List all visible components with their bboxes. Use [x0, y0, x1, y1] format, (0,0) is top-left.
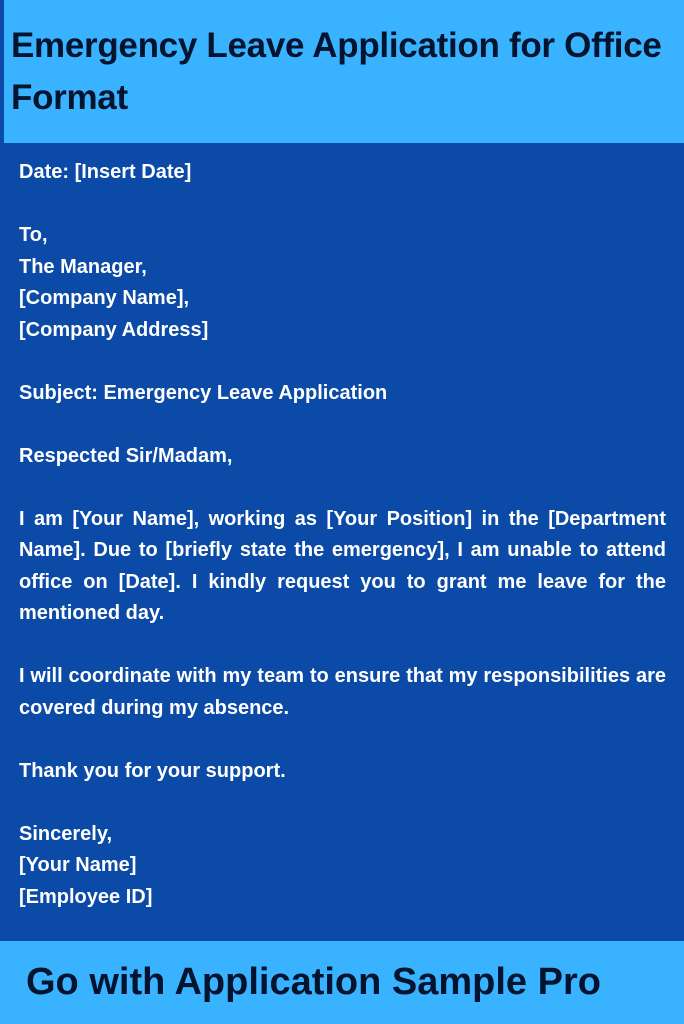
salutation-line: Respected Sir/Madam, — [19, 444, 233, 467]
thanks-line: Thank you for your support. — [19, 759, 286, 782]
body-paragraph-2: I will coordinate with my team to ensure that my responsibilities are covered during my absence. — [19, 665, 666, 719]
letter-panel — [0, 143, 684, 941]
footer-banner — [0, 941, 684, 1024]
to-line: To, — [19, 224, 48, 246]
spacer — [19, 346, 666, 378]
employee-id-line: [Employee ID] — [19, 885, 153, 908]
subject-line: Subject: Emergency Leave Application — [19, 381, 388, 404]
spacer — [19, 724, 666, 756]
company-address-line: [Company Address] — [19, 318, 209, 341]
signature-name-line: [Your Name] — [19, 854, 137, 876]
letter-content — [19, 157, 666, 913]
footer-brand-text: Go with Application Sample Pro — [26, 961, 601, 1003]
header-banner — [0, 0, 684, 143]
body-paragraph-1: I am [Your Name], working as [Your Position] in the [Department Name]. Due to [briefly state the emergency], I am unable to attend office on [Date]. I kindly request you to grant me leave for the mentioned day. — [19, 507, 666, 624]
company-name-line: [Company Name], — [19, 287, 190, 309]
spacer — [19, 472, 666, 504]
spacer — [19, 189, 666, 221]
date-line: Date: [Insert Date] — [19, 161, 192, 183]
spacer — [19, 630, 666, 662]
spacer — [19, 409, 666, 441]
recipient-line: The Manager, — [19, 255, 147, 278]
spacer — [19, 787, 666, 819]
page-title: Emergency Leave Application for Office Format — [11, 26, 662, 117]
closing-line: Sincerely, — [19, 822, 113, 845]
